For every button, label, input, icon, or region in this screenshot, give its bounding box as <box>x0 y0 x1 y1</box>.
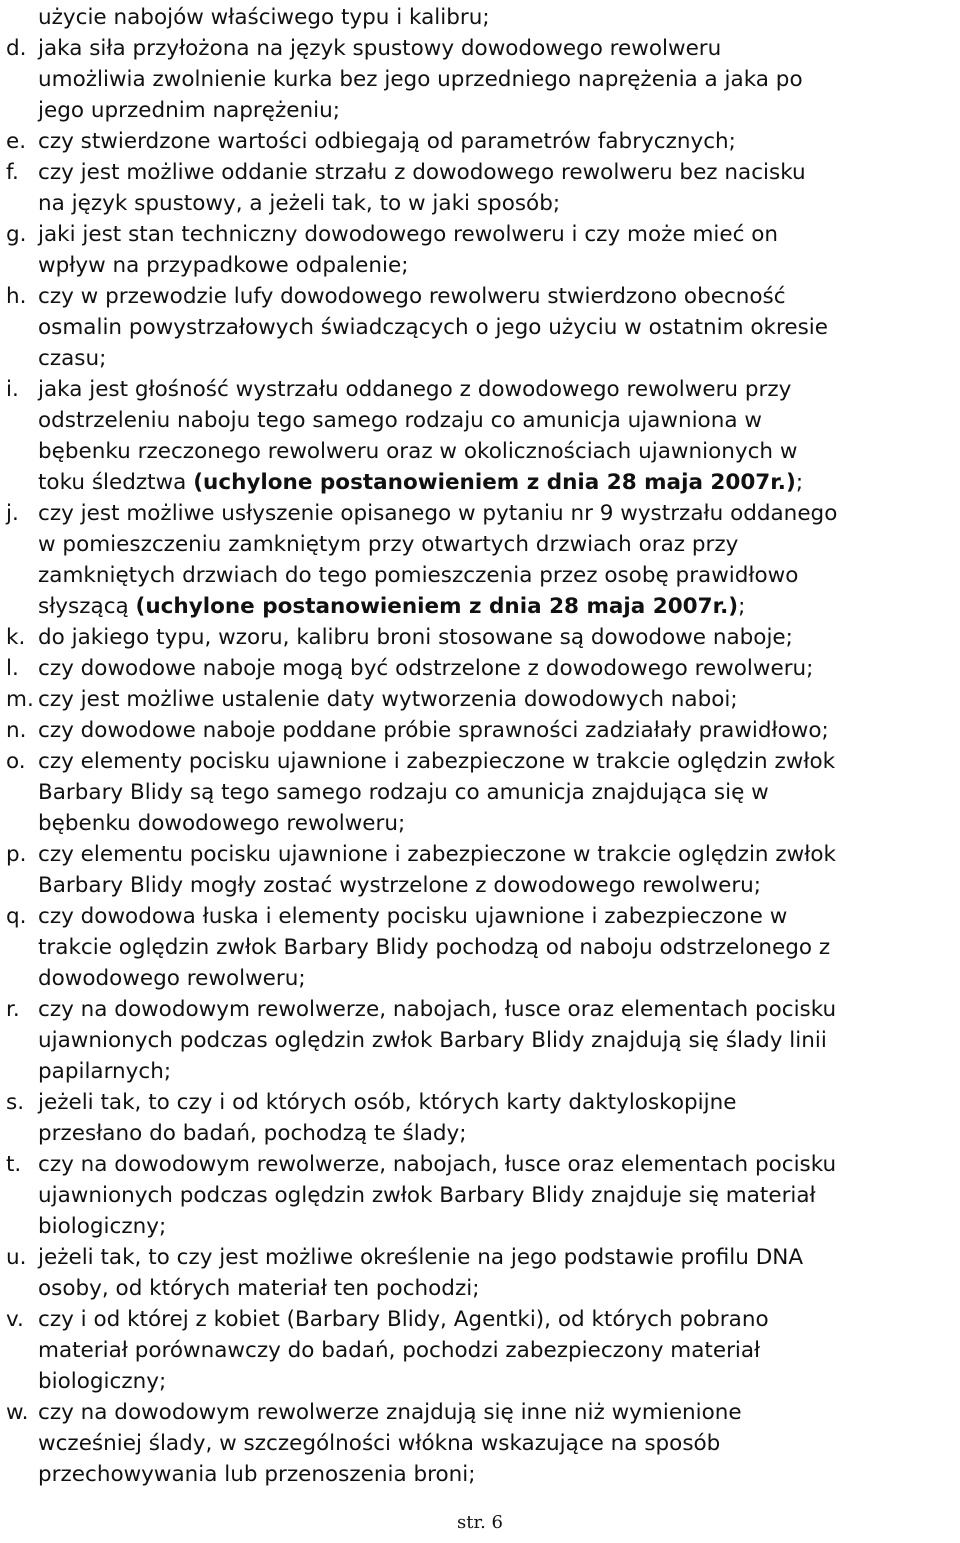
text-line <box>38 839 956 870</box>
list-marker: l. <box>6 656 19 681</box>
text-span: użycie nabojów właściwego typu i kalibru; <box>38 5 490 30</box>
list-marker: v. <box>6 1307 24 1332</box>
list-item-text <box>38 746 956 839</box>
text-span: czy na dowodowym rewolwerze, nabojach, łusce oraz elementach pocisku <box>38 1152 837 1177</box>
text-line <box>38 684 956 715</box>
text-line <box>38 250 956 281</box>
list-item <box>6 1087 956 1149</box>
list-marker: n. <box>6 718 27 743</box>
text-line <box>38 1025 956 1056</box>
text-span: czy dowodowe naboje mogą być odstrzelone z dowodowego rewolweru; <box>38 656 814 681</box>
text-line <box>38 436 956 467</box>
text-line <box>38 1335 956 1366</box>
text-line <box>38 219 956 250</box>
text-line <box>38 1211 956 1242</box>
list-item <box>6 901 956 994</box>
text-span: w pomieszczeniu zamkniętym przy otwartych drzwiach oraz przy <box>38 532 739 557</box>
text-span: czasu; <box>38 346 107 371</box>
text-span: czy elementy pocisku ujawnione i zabezpieczone w trakcie oględzin zwłok <box>38 749 836 774</box>
list-item-text <box>38 33 956 126</box>
list-item <box>6 653 956 684</box>
list-marker: d. <box>6 36 27 61</box>
list-marker: w. <box>6 1400 29 1425</box>
text-span: czy jest możliwe usłyszenie opisanego w pytaniu nr 9 wystrzału oddanego <box>38 501 838 526</box>
text-line <box>38 901 956 932</box>
text-span: ujawnionych podczas oględzin zwłok Barbary Blidy znajduje się materiał <box>38 1183 816 1208</box>
list-item-text <box>38 1304 956 1397</box>
text-span: ; <box>738 594 746 619</box>
list-marker: j. <box>6 501 19 526</box>
text-span: czy dowodowe naboje poddane próbie sprawności zadziałały prawidłowo; <box>38 718 829 743</box>
list-item <box>6 994 956 1087</box>
text-span: jego uprzednim naprężeniu; <box>38 98 340 123</box>
text-line <box>38 281 956 312</box>
list-marker: t. <box>6 1152 22 1177</box>
text-line <box>38 1397 956 1428</box>
list-marker: p. <box>6 842 27 867</box>
list-item <box>6 1304 956 1397</box>
text-line <box>38 1180 956 1211</box>
text-line <box>38 1242 956 1273</box>
list-item-text <box>38 1397 956 1490</box>
text-line <box>38 622 956 653</box>
text-line <box>38 870 956 901</box>
text-span: na język spustowy, a jeżeli tak, to w jaki sposób; <box>38 191 561 216</box>
list-marker: g. <box>6 222 27 247</box>
list-marker: h. <box>6 284 27 309</box>
list-marker: f. <box>6 160 19 185</box>
text-span: do jakiego typu, wzoru, kalibru broni stosowane są dowodowe naboje; <box>38 625 793 650</box>
text-line <box>38 994 956 1025</box>
list-item <box>6 281 956 374</box>
text-span: słyszącą <box>38 594 136 619</box>
list-marker: q. <box>6 904 27 929</box>
text-span: czy dowodowa łuska i elementy pocisku ujawnione i zabezpieczone w <box>38 904 788 929</box>
list-item-text <box>38 1087 956 1149</box>
list-item-text <box>38 1149 956 1242</box>
list-marker: s. <box>6 1090 25 1115</box>
text-span: biologiczny; <box>38 1214 167 1239</box>
text-span: osoby, od których materiał ten pochodzi; <box>38 1276 480 1301</box>
text-line <box>38 467 956 498</box>
text-line <box>38 746 956 777</box>
list-marker: k. <box>6 625 26 650</box>
text-span: czy w przewodzie lufy dowodowego rewolweru stwierdzono obecność <box>38 284 786 309</box>
list-item <box>6 715 956 746</box>
list-item <box>6 33 956 126</box>
list-marker: u. <box>6 1245 27 1270</box>
text-line <box>38 64 956 95</box>
text-line <box>38 1056 956 1087</box>
list-item <box>6 839 956 901</box>
list-item-text <box>38 839 956 901</box>
text-line <box>38 2 956 33</box>
list-item-text <box>38 157 956 219</box>
list-marker: e. <box>6 129 27 154</box>
text-span: jeżeli tak, to czy i od których osób, których karty daktyloskopijne <box>38 1090 737 1115</box>
text-span: przesłano do badań, pochodzą te ślady; <box>38 1121 467 1146</box>
text-line <box>38 33 956 64</box>
list-item <box>6 157 956 219</box>
list-item-text <box>38 2 956 33</box>
text-span: czy stwierdzone wartości odbiegają od parametrów fabrycznych; <box>38 129 736 154</box>
text-line <box>38 653 956 684</box>
list-item <box>6 1149 956 1242</box>
text-span: bębenku rzeczonego rewolweru oraz w okolicznościach ujawnionych w <box>38 439 798 464</box>
text-span: umożliwia zwolnienie kurka bez jego uprzedniego naprężenia a jaka po <box>38 67 803 92</box>
text-span: czy na dowodowym rewolwerze znajdują się inne niż wymienione <box>38 1400 742 1425</box>
text-line <box>38 1087 956 1118</box>
bold-note: (uchylone postanowieniem z dnia 28 maja 2007r.) <box>193 470 796 495</box>
text-line <box>38 374 956 405</box>
text-span: czy jest możliwe oddanie strzału z dowodowego rewolweru bez nacisku <box>38 160 806 185</box>
text-span: jeżeli tak, to czy jest możliwe określenie na jego podstawie profilu DNA <box>38 1245 804 1270</box>
text-line <box>38 343 956 374</box>
text-span: materiał porównawczy do badań, pochodzi zabezpieczony materiał <box>38 1338 761 1363</box>
text-span: ; <box>795 470 804 495</box>
list-item <box>6 126 956 157</box>
list-marker: m. <box>6 687 34 712</box>
text-line <box>38 1149 956 1180</box>
list-item <box>6 374 956 498</box>
list-item <box>6 219 956 281</box>
text-span: odstrzeleniu naboju tego samego rodzaju co amunicja ujawniona w <box>38 408 762 433</box>
text-span: Barbary Blidy mogły zostać wystrzelone z dowodowego rewolweru; <box>38 873 762 898</box>
bold-note: (uchylone postanowieniem z dnia 28 maja 2007r.) <box>135 594 739 619</box>
list-marker: o. <box>6 749 26 774</box>
list-item-text <box>38 653 956 684</box>
list-item-text <box>38 622 956 653</box>
text-line <box>38 188 956 219</box>
text-line <box>38 126 956 157</box>
list-item-text <box>38 498 956 622</box>
text-span: wcześniej ślady, w szczególności włókna wskazujące na sposób <box>38 1431 721 1456</box>
list-item <box>6 498 956 622</box>
text-line <box>38 777 956 808</box>
text-line <box>38 932 956 963</box>
text-span: toku śledztwa <box>38 470 194 495</box>
text-span: czy elementu pocisku ujawnione i zabezpieczone w trakcie oględzin zwłok <box>38 842 836 867</box>
list-marker: i. <box>6 377 19 402</box>
text-line <box>38 95 956 126</box>
text-line <box>38 963 956 994</box>
text-line <box>38 1273 956 1304</box>
text-span: papilarnych; <box>38 1059 172 1084</box>
text-line <box>38 1366 956 1397</box>
list-item <box>6 622 956 653</box>
list-item <box>6 746 956 839</box>
text-span: Barbary Blidy są tego samego rodzaju co amunicja znajdująca się w <box>38 780 769 805</box>
text-span: zamkniętych drzwiach do tego pomieszczenia przez osobę prawidłowo <box>38 563 799 588</box>
list-item-text <box>38 994 956 1087</box>
text-span: czy na dowodowym rewolwerze, nabojach, łusce oraz elementach pocisku <box>38 997 837 1022</box>
list-item-text <box>38 715 956 746</box>
list-item <box>6 1397 956 1490</box>
text-line <box>38 1304 956 1335</box>
document-body <box>6 2 956 1490</box>
list-item-text <box>38 901 956 994</box>
text-line <box>38 1459 956 1490</box>
text-line <box>38 1118 956 1149</box>
list-item-text <box>38 1242 956 1304</box>
text-span: dowodowego rewolweru; <box>38 966 306 991</box>
text-line <box>38 405 956 436</box>
list-item <box>6 2 956 33</box>
text-line <box>38 560 956 591</box>
list-item-text <box>38 684 956 715</box>
text-line <box>38 591 956 622</box>
text-span: osmalin powystrzałowych świadczących o jego użyciu w ostatnim okresie <box>38 315 828 340</box>
list-marker: r. <box>6 997 20 1022</box>
text-line <box>38 1428 956 1459</box>
text-span: biologiczny; <box>38 1369 167 1394</box>
text-span: jaka siła przyłożona na język spustowy dowodowego rewolweru <box>38 36 722 61</box>
text-span: ujawnionych podczas oględzin zwłok Barbary Blidy znajdują się ślady linii <box>38 1028 827 1053</box>
text-line <box>38 529 956 560</box>
text-span: wpływ na przypadkowe odpalenie; <box>38 253 409 278</box>
text-span: trakcie oględzin zwłok Barbary Blidy pochodzą od naboju odstrzelonego z <box>38 935 831 960</box>
list-item-text <box>38 281 956 374</box>
list-item-text <box>38 374 956 498</box>
text-line <box>38 312 956 343</box>
text-line <box>38 715 956 746</box>
text-line <box>38 808 956 839</box>
text-span: czy i od której z kobiet (Barbary Blidy, Agentki), od których pobrano <box>38 1307 769 1332</box>
text-span: czy jest możliwe ustalenie daty wytworzenia dowodowych naboi; <box>38 687 738 712</box>
list-item-text <box>38 126 956 157</box>
text-line <box>38 157 956 188</box>
list-item <box>6 1242 956 1304</box>
text-span: bębenku dowodowego rewolweru; <box>38 811 406 836</box>
text-line <box>38 498 956 529</box>
text-span: przechowywania lub przenoszenia broni; <box>38 1462 476 1487</box>
list-item-text <box>38 219 956 281</box>
text-span: jaka jest głośność wystrzału oddanego z dowodowego rewolweru przy <box>38 377 792 402</box>
list-item <box>6 684 956 715</box>
page-number: str. 6 <box>457 1512 503 1533</box>
text-span: jaki jest stan techniczny dowodowego rewolweru i czy może mieć on <box>38 222 779 247</box>
